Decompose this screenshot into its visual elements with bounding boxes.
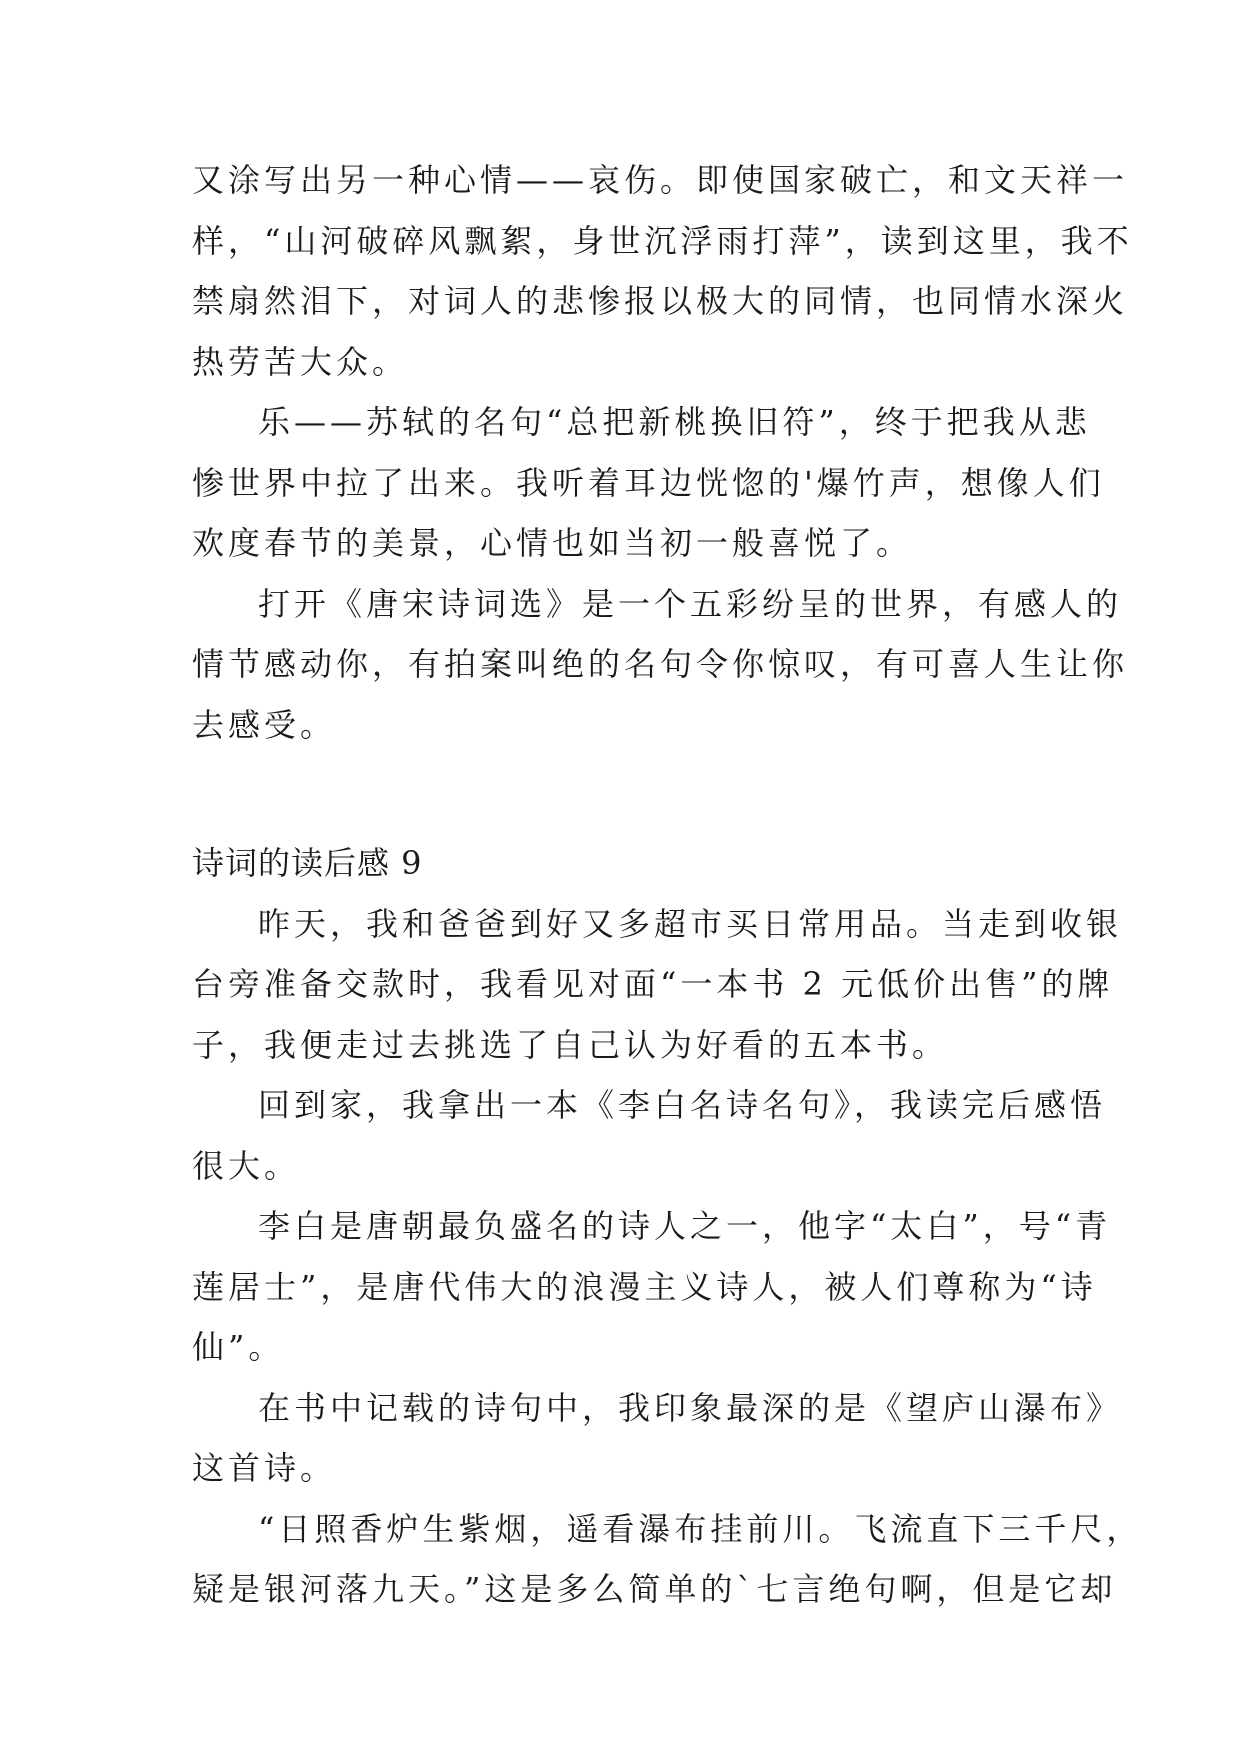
- paragraph-line: 惨世界中拉了出来。我听着耳边恍惚的'爆竹声，想像人们: [192, 463, 1105, 502]
- paragraph-line: 莲居士”，是唐代伟大的浪漫主义诗人，被人们尊称为“诗: [192, 1267, 1097, 1306]
- paragraph-line: 打开《唐宋诗词选》是一个五彩纷呈的世界，有感人的: [258, 584, 1123, 623]
- paragraph-line: 疑是银河落九天。”这是多么简单的`七言绝句啊，但是它却: [192, 1570, 1117, 1608]
- paragraph-line: 样，“山河破碎风飘絮，身世沉浮雨打萍”，读到这里，我不: [192, 221, 1133, 260]
- paragraph-line: 热劳苦大众。: [192, 342, 409, 381]
- paragraph-line: 欢度春节的美景，心情也如当初一般喜悦了。: [192, 524, 913, 562]
- paragraph-line: 昨天，我和爸爸到好又多超市买日常用品。当走到收银: [258, 904, 1123, 943]
- paragraph-line: 台旁准备交款时，我看见对面“一本书 2 元低价出售”的牌: [192, 965, 1114, 1003]
- paragraph-line: 禁扇然泪下，对词人的悲惨报以极大的同情，也同情水深火: [192, 282, 1129, 320]
- paragraph-line: 乐——苏轼的名句“总把新桃换旧符”，终于把我从悲: [258, 403, 1091, 441]
- paragraph-line: 去感受。: [192, 705, 337, 744]
- paragraph-line: 又涂写出另一种心情——哀伤。即使国家破亡，和文天祥一: [192, 161, 1129, 199]
- document-page: [192, 150, 1143, 1620]
- paragraph-line: 回到家，我拿出一本《李白名诗名句》，我读完后感悟: [258, 1086, 1107, 1124]
- section-heading: 诗词的读后感 9: [192, 844, 423, 882]
- paragraph-line: 这首诗。: [192, 1449, 337, 1487]
- paragraph-line: 子，我便走过去挑选了自己认为好看的五本书。: [192, 1025, 949, 1064]
- paragraph-line: 情节感动你，有拍案叫绝的名句令你惊叹，有可喜人生让你: [192, 645, 1129, 683]
- paragraph-line: 在书中记载的诗句中，我印象最深的是《望庐山瀑布》: [258, 1388, 1123, 1427]
- paragraph-line: 仙”。: [192, 1328, 285, 1366]
- section-gap: [192, 755, 1062, 833]
- paragraph-line: 很大。: [192, 1146, 301, 1185]
- paragraph-line: 李白是唐朝最负盛名的诗人之一，他字“太白”，号“青: [258, 1207, 1112, 1245]
- paragraph-line: “日照香炉生紫烟，遥看瀑布挂前川。飞流直下三千尺，: [258, 1509, 1143, 1548]
